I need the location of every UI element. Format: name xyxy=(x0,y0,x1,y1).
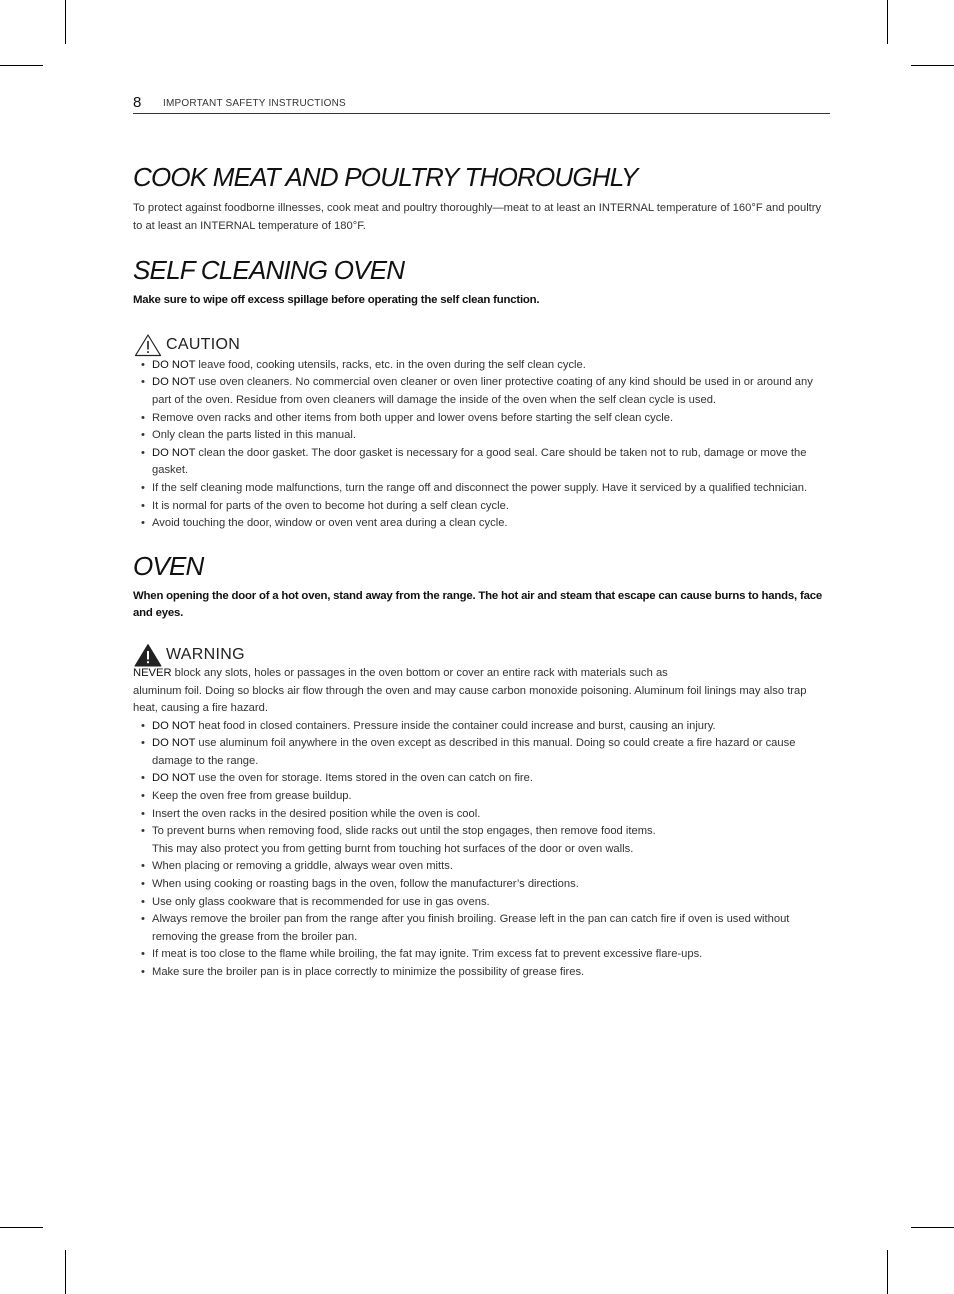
list-item xyxy=(133,718,830,736)
do-not-emphasis: DO NOT xyxy=(152,737,196,750)
list-item-text: Remove oven racks and other items from both upper and lower ovens before starting the self clean cycle. xyxy=(152,411,674,424)
crop-mark-bottom-right-h xyxy=(911,1227,954,1228)
caution-label: CAUTION xyxy=(166,335,241,353)
list-item xyxy=(133,823,830,858)
list-item xyxy=(133,858,830,876)
crop-mark-top-right xyxy=(887,0,888,44)
section-cook-meat xyxy=(133,161,830,235)
list-item-text: It is normal for parts of the oven to become hot during a self clean cycle. xyxy=(152,499,509,512)
list-item xyxy=(133,911,830,946)
caution-triangle-outline-icon xyxy=(133,333,163,357)
list-item-text: Keep the oven free from grease buildup. xyxy=(152,790,352,803)
list-item-text: Make sure the broiler pan is in place correctly to minimize the possibility of grease fires. xyxy=(152,966,585,978)
list-item xyxy=(133,515,830,533)
page-content xyxy=(133,161,830,982)
warning-list xyxy=(133,718,830,982)
list-item xyxy=(133,894,830,912)
section-title-oven: OVEN xyxy=(133,550,204,581)
list-item xyxy=(133,357,830,375)
list-item-text: use oven cleaners. No commercial oven cleaner or oven liner protective coating of any kind should be used in or around any part of the oven. Residue from oven cleaners will damage the inside of the oven when the self clean cycle is used. xyxy=(152,376,813,406)
cook-meat-body: To protect against foodborne illnesses, cook meat and poultry thoroughly—meat to at least an INTERNAL temperature of 160°F and poultry to at least an INTERNAL temperature of 180°F. xyxy=(133,202,822,232)
list-item-text: clean the door gasket. The door gasket is necessary for a good seal. Care should be taken not to rub, damage or move the gasket. xyxy=(152,446,807,477)
crop-mark-top-right-h xyxy=(911,65,954,66)
crop-mark-bottom-left xyxy=(65,1250,66,1294)
list-item-text: When using cooking or roasting bags in the oven, follow the manufacturer’s directions. xyxy=(152,878,579,891)
list-item-text: If meat is too close to the flame while broiling, the fat may ignite. Trim excess fat to prevent excessive flare-ups. xyxy=(152,948,703,961)
do-not-emphasis: DO NOT xyxy=(152,772,196,785)
list-item-text-continued: This may also protect you from getting burnt from touching hot surfaces of the door or oven walls. xyxy=(152,842,634,855)
warning-intro-line2: aluminum foil. Doing so blocks air flow through the oven and may cause carbon monoxide poisoning. Aluminum foil linings may also trap heat, causing a fire hazard. xyxy=(133,684,807,715)
list-item-text: Avoid touching the door, window or oven vent area during a clean cycle. xyxy=(152,517,508,530)
list-item-text: Insert the oven racks in the desired position while the oven is cool. xyxy=(152,807,481,820)
do-not-emphasis: DO NOT xyxy=(152,376,196,389)
list-item xyxy=(133,427,830,445)
do-not-emphasis: DO NOT xyxy=(152,358,196,371)
list-item-text: use the oven for storage. Items stored in the oven can catch on fire. xyxy=(195,772,533,785)
crop-mark-top-left-h xyxy=(0,65,43,66)
list-item xyxy=(133,498,830,516)
warning-label: WARNING xyxy=(166,645,245,663)
list-item xyxy=(133,445,830,480)
list-item-text: To prevent burns when removing food, slide racks out until the stop engages, then remove food items. xyxy=(152,825,656,838)
list-item-text: Always remove the broiler pan from the range after you finish broiling. Grease left in the pan can catch fire if oven is used without removing the grease from the broiler pan. xyxy=(152,913,790,943)
page-header xyxy=(133,94,830,114)
caution-list xyxy=(133,357,830,533)
list-item xyxy=(133,770,830,788)
warning-intro xyxy=(133,665,830,718)
warning-intro-line1: block any slots, holes or passages in the oven bottom or cover an entire rack with materials such as xyxy=(171,666,668,679)
list-item xyxy=(133,735,830,770)
section-title-self-cleaning: SELF CLEANING OVEN xyxy=(133,255,405,286)
list-item xyxy=(133,410,830,428)
warning-heading xyxy=(133,643,830,667)
warning-triangle-filled-icon xyxy=(133,643,163,667)
running-header-section: IMPORTANT SAFETY INSTRUCTIONS xyxy=(163,98,346,109)
section-self-cleaning xyxy=(133,254,830,533)
list-item-text: When placing or removing a griddle, always wear oven mitts. xyxy=(152,860,453,873)
section-oven xyxy=(133,550,830,982)
list-item xyxy=(133,806,830,824)
crop-mark-bottom-left-h xyxy=(0,1227,43,1228)
list-item-text: leave food, cooking utensils, racks, etc. in the oven during the self clean cycle. xyxy=(195,358,586,371)
crop-mark-bottom-right xyxy=(887,1250,888,1294)
list-item xyxy=(133,876,830,894)
list-item-text: Only clean the parts listed in this manual. xyxy=(152,429,356,442)
warning-intro-emphasis: NEVER xyxy=(133,666,172,679)
oven-lead: When opening the door of a hot oven, stand away from the range. The hot air and steam that escape can cause burns to hands, face and eyes. xyxy=(133,589,822,620)
self-clean-lead: Make sure to wipe off excess spillage before operating the self clean function. xyxy=(133,294,540,307)
list-item-text: Use only glass cookware that is recommended for use in gas ovens. xyxy=(152,895,490,908)
do-not-emphasis: DO NOT xyxy=(152,446,196,459)
list-item xyxy=(133,964,830,982)
caution-heading xyxy=(133,333,830,357)
do-not-emphasis: DO NOT xyxy=(152,719,196,732)
list-item-text: heat food in closed containers. Pressure inside the container could increase and burst, causing an injury. xyxy=(195,719,716,732)
list-item xyxy=(133,374,830,409)
list-item xyxy=(133,480,830,498)
crop-mark-top-left xyxy=(65,0,66,44)
list-item xyxy=(133,946,830,964)
list-item-text: If the self cleaning mode malfunctions, turn the range off and disconnect the power supply. Have it serviced by a qualified technician. xyxy=(152,481,808,494)
page-number: 8 xyxy=(133,94,142,111)
section-title-cook-meat: COOK MEAT AND POULTRY THOROUGHLY xyxy=(133,162,638,192)
list-item-text: use aluminum foil anywhere in the oven except as described in this manual. Doing so could create a fire hazard or cause damage to the range. xyxy=(152,737,796,767)
list-item xyxy=(133,788,830,806)
